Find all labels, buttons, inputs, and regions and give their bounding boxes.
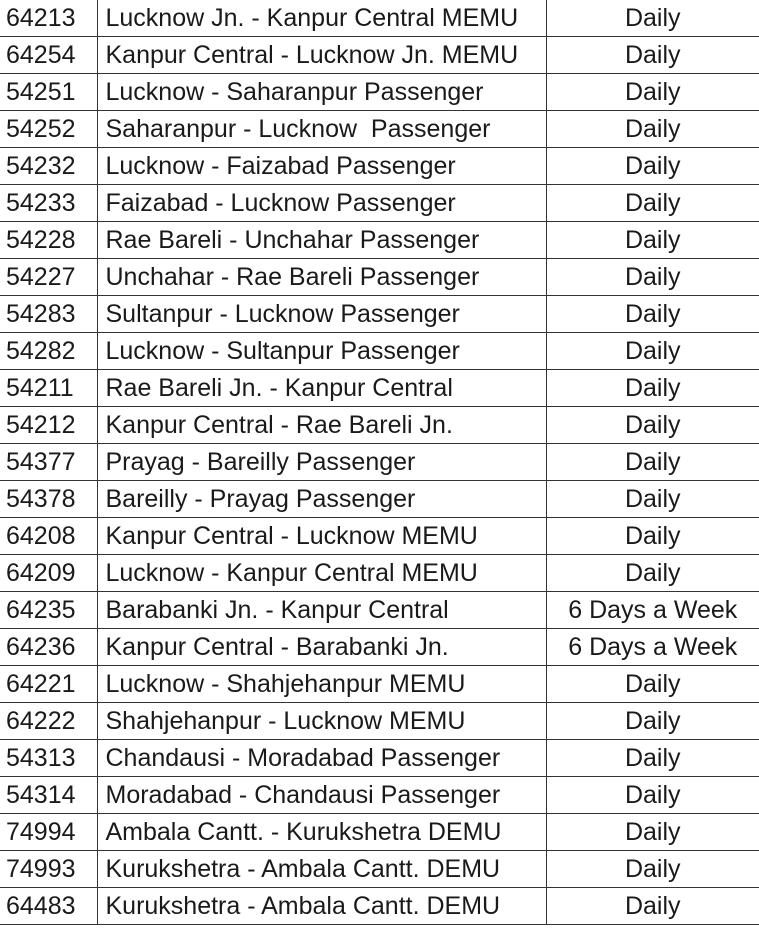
table-row bbox=[0, 74, 759, 111]
train-number: 64236 bbox=[0, 629, 97, 666]
train-name: Chandausi - Moradabad Passenger bbox=[97, 740, 546, 777]
train-name: Rae Bareli Jn. - Kanpur Central bbox=[97, 370, 546, 407]
train-name: Moradabad - Chandausi Passenger bbox=[97, 777, 546, 814]
train-frequency: Daily bbox=[546, 370, 759, 407]
table-row bbox=[0, 518, 759, 555]
train-number: 64213 bbox=[0, 0, 97, 37]
table-row bbox=[0, 222, 759, 259]
train-number: 64254 bbox=[0, 37, 97, 74]
train-name: Kurukshetra - Ambala Cantt. DEMU bbox=[97, 851, 546, 888]
train-number: 54232 bbox=[0, 148, 97, 185]
table-row bbox=[0, 555, 759, 592]
train-frequency: Daily bbox=[546, 703, 759, 740]
train-number: 54228 bbox=[0, 222, 97, 259]
train-name: Shahjehanpur - Lucknow MEMU bbox=[97, 703, 546, 740]
table-row bbox=[0, 703, 759, 740]
train-name: Saharanpur - Lucknow Passenger bbox=[97, 111, 546, 148]
train-name: Lucknow - Saharanpur Passenger bbox=[97, 74, 546, 111]
train-frequency: Daily bbox=[546, 74, 759, 111]
table-row bbox=[0, 111, 759, 148]
table-row bbox=[0, 814, 759, 851]
table-row bbox=[0, 629, 759, 666]
table-row bbox=[0, 185, 759, 222]
train-frequency: Daily bbox=[546, 333, 759, 370]
train-frequency: Daily bbox=[546, 296, 759, 333]
table-row bbox=[0, 777, 759, 814]
train-frequency: Daily bbox=[546, 740, 759, 777]
train-frequency: Daily bbox=[546, 555, 759, 592]
table-row bbox=[0, 370, 759, 407]
table-row bbox=[0, 148, 759, 185]
train-name: Lucknow - Shahjehanpur MEMU bbox=[97, 666, 546, 703]
train-number: 64209 bbox=[0, 555, 97, 592]
train-frequency: Daily bbox=[546, 222, 759, 259]
train-name: Lucknow - Faizabad Passenger bbox=[97, 148, 546, 185]
train-name: Rae Bareli - Unchahar Passenger bbox=[97, 222, 546, 259]
train-number: 54313 bbox=[0, 740, 97, 777]
train-name: Lucknow - Kanpur Central MEMU bbox=[97, 555, 546, 592]
train-number: 64208 bbox=[0, 518, 97, 555]
train-frequency: Daily bbox=[546, 407, 759, 444]
train-frequency: Daily bbox=[546, 37, 759, 74]
table-row bbox=[0, 740, 759, 777]
train-number: 54378 bbox=[0, 481, 97, 518]
train-name: Lucknow Jn. - Kanpur Central MEMU bbox=[97, 0, 546, 37]
train-frequency: 6 Days a Week bbox=[546, 629, 759, 666]
train-frequency: Daily bbox=[546, 111, 759, 148]
train-name: Ambala Cantt. - Kurukshetra DEMU bbox=[97, 814, 546, 851]
train-frequency: Daily bbox=[546, 259, 759, 296]
train-number: 64483 bbox=[0, 888, 97, 925]
train-name: Bareilly - Prayag Passenger bbox=[97, 481, 546, 518]
train-number: 54283 bbox=[0, 296, 97, 333]
table-row bbox=[0, 888, 759, 925]
train-number: 54251 bbox=[0, 74, 97, 111]
train-number: 54233 bbox=[0, 185, 97, 222]
train-number: 64221 bbox=[0, 666, 97, 703]
train-number: 54314 bbox=[0, 777, 97, 814]
train-name: Kanpur Central - Lucknow Jn. MEMU bbox=[97, 37, 546, 74]
table-row bbox=[0, 851, 759, 888]
train-number: 64222 bbox=[0, 703, 97, 740]
train-number: 54211 bbox=[0, 370, 97, 407]
train-frequency: Daily bbox=[546, 666, 759, 703]
train-number: 64235 bbox=[0, 592, 97, 629]
train-name: Sultanpur - Lucknow Passenger bbox=[97, 296, 546, 333]
train-frequency: Daily bbox=[546, 444, 759, 481]
train-frequency: 6 Days a Week bbox=[546, 592, 759, 629]
table-row bbox=[0, 444, 759, 481]
train-name: Kanpur Central - Barabanki Jn. bbox=[97, 629, 546, 666]
train-frequency: Daily bbox=[546, 888, 759, 925]
train-number: 54252 bbox=[0, 111, 97, 148]
train-number: 54227 bbox=[0, 259, 97, 296]
table-row bbox=[0, 481, 759, 518]
table-row bbox=[0, 0, 759, 37]
table-row bbox=[0, 37, 759, 74]
train-name: Prayag - Bareilly Passenger bbox=[97, 444, 546, 481]
train-name: Kurukshetra - Ambala Cantt. DEMU bbox=[97, 888, 546, 925]
table-row bbox=[0, 333, 759, 370]
table-row bbox=[0, 592, 759, 629]
train-frequency: Daily bbox=[546, 851, 759, 888]
train-number: 54377 bbox=[0, 444, 97, 481]
train-name: Kanpur Central - Rae Bareli Jn. bbox=[97, 407, 546, 444]
train-number: 54282 bbox=[0, 333, 97, 370]
train-name: Kanpur Central - Lucknow MEMU bbox=[97, 518, 546, 555]
train-frequency: Daily bbox=[546, 0, 759, 37]
train-frequency: Daily bbox=[546, 148, 759, 185]
train-name: Unchahar - Rae Bareli Passenger bbox=[97, 259, 546, 296]
train-number: 74993 bbox=[0, 851, 97, 888]
train-name: Barabanki Jn. - Kanpur Central bbox=[97, 592, 546, 629]
train-frequency: Daily bbox=[546, 777, 759, 814]
train-frequency: Daily bbox=[546, 518, 759, 555]
table-row bbox=[0, 296, 759, 333]
train-number: 54212 bbox=[0, 407, 97, 444]
train-frequency: Daily bbox=[546, 185, 759, 222]
table-row bbox=[0, 259, 759, 296]
train-frequency: Daily bbox=[546, 481, 759, 518]
train-name: Faizabad - Lucknow Passenger bbox=[97, 185, 546, 222]
train-name: Lucknow - Sultanpur Passenger bbox=[97, 333, 546, 370]
table-row bbox=[0, 407, 759, 444]
train-number: 74994 bbox=[0, 814, 97, 851]
table-row bbox=[0, 666, 759, 703]
train-frequency: Daily bbox=[546, 814, 759, 851]
